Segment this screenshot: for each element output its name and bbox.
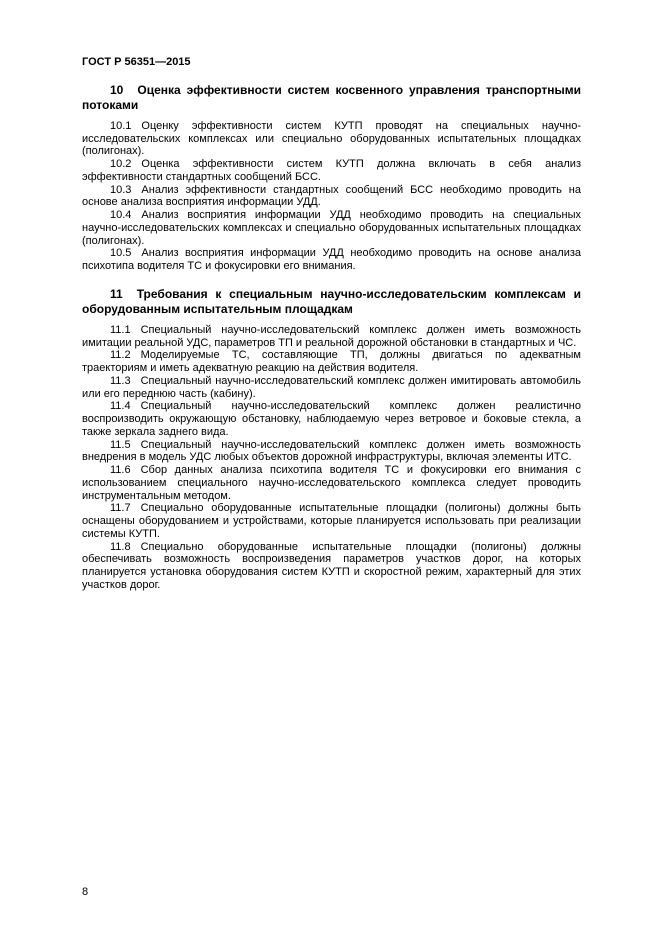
paragraph-number: 11.7 xyxy=(110,502,131,515)
paragraph-11-4 xyxy=(82,400,581,438)
paragraph-number: 11.5 xyxy=(110,438,131,451)
document-code: ГОСТ Р 56351—2015 xyxy=(82,56,191,68)
paragraph-text: Оценка эффективности систем КУТП должна включать в себя анализ эффективности стандартных сообщений БСС. xyxy=(82,158,581,183)
paragraph-11-1 xyxy=(82,324,581,350)
paragraph-number: 10.4 xyxy=(110,209,132,221)
paragraph-number: 11.6 xyxy=(110,464,131,476)
paragraph-11-3 xyxy=(82,375,581,401)
paragraph-number: 11.8 xyxy=(110,540,131,553)
page-number: 8 xyxy=(82,886,89,899)
paragraph-text: Моделируемые ТС, составляющие ТП, должны двигаться по адекватным траекториям и иметь адекватную реакцию на действия водителя. xyxy=(82,349,581,374)
paragraph-10-2 xyxy=(82,158,581,184)
paragraph-text: Анализ восприятия информации УДД необходимо проводить на специальных научно-исследовательских комплексах и специально оборудованных испытательных площадках (полигонах). xyxy=(82,209,581,247)
paragraph-number: 11.3 xyxy=(110,374,131,387)
paragraph-11-7 xyxy=(82,502,581,540)
paragraph-text: Специальный научно-исследовательский комплекс должен реалистично воспроизводить окружающую обстановку, наблюдаемую через ветровое и боковые стекла, а также зеркала заднего вида. xyxy=(82,400,581,438)
section-heading-10 xyxy=(82,83,581,113)
paragraph-text: Специально оборудованные испытательные площадки (полигоны) должны быть оснащены оборудованием и устройствами, которые планируется использовать при реализации системы КУТП. xyxy=(82,502,581,540)
section-title: Требования к специальным научно-исследовательским комплексам и оборудованным испытательным площадкам xyxy=(82,286,581,316)
paragraph-number: 10.5 xyxy=(110,247,132,260)
paragraph-11-8 xyxy=(82,541,581,592)
paragraph-text: Анализ эффективности стандартных сообщений БСС необходимо проводить на основе анализа восприятия информации УДД. xyxy=(82,183,581,209)
paragraph-11-6 xyxy=(82,464,581,502)
paragraph-text: Специальный научно-исследовательский комплекс должен иметь возможность внедрения в модель УДС любых объектов дорожной инфраструктуры, включая элементы ИТС. xyxy=(82,438,581,464)
paragraph-text: Сбор данных анализа психотипа водителя ТС и фокусировки его внимания с использованием специального научно-исследовательского комплекса следует проводить инструментальным методом. xyxy=(82,464,581,502)
paragraph-text: Специальный научно-исследовательский комплекс должен иметь возможность имитации реальной УДС, параметров ТП и реальной дорожной обстановки в стандартных и ЧС. xyxy=(82,323,581,349)
paragraph-number: 10.1 xyxy=(110,119,132,132)
paragraph-number: 10.2 xyxy=(110,158,132,170)
section-heading-11 xyxy=(82,287,581,317)
paragraph-text: Специальный научно-исследовательский комплекс должен имитировать автомобиль или его переднюю часть (кабину). xyxy=(82,374,581,400)
paragraph-number: 11.1 xyxy=(110,323,131,336)
section-number: 11 xyxy=(110,286,123,301)
paragraph-11-5 xyxy=(82,439,581,465)
paragraph-10-1 xyxy=(82,120,581,158)
paragraph-text: Специально оборудованные испытательные площадки (полигоны) должны обеспечивать возможность воспроизведения параметров участков дорог, на которых планируется установка оборудования систем КУТП и скоростной режим, характерный для этих участков дорог. xyxy=(82,540,581,591)
paragraph-10-4 xyxy=(82,209,581,247)
section-number: 10 xyxy=(110,82,124,97)
paragraph-11-2 xyxy=(82,349,581,375)
paragraph-10-3 xyxy=(82,184,581,210)
paragraph-number: 11.2 xyxy=(110,349,131,362)
paragraph-text: Оценку эффективности систем КУТП проводят на специальных научно-исследовательских комплексах или специально оборудованных испытательных площадках (полигонах). xyxy=(82,119,581,158)
paragraph-10-5 xyxy=(82,247,581,273)
paragraph-text: Анализ восприятия информации УДД необходимо проводить на основе анализа психотипа водителя ТС и фокусировки его внимания. xyxy=(82,247,581,272)
paragraph-number: 10.3 xyxy=(110,183,132,196)
paragraph-number: 11.4 xyxy=(110,400,131,413)
section-title: Оценка эффективности систем косвенного управления транспортными потоками xyxy=(82,82,581,112)
